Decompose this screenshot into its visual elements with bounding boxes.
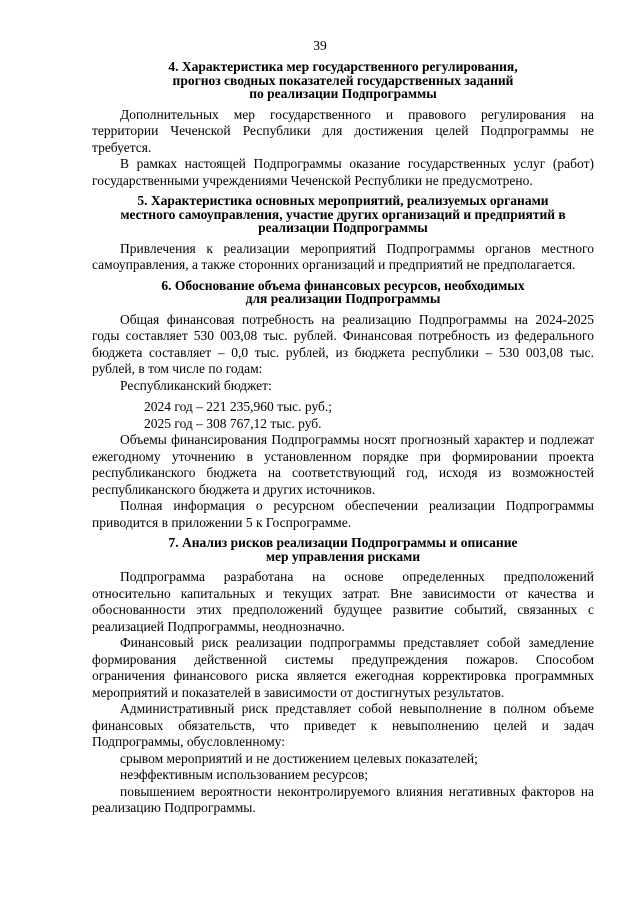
budget-2024: 2024 год – 221 235,960 тыс. руб.; [144,399,333,414]
heading-line: прогноз сводных показателей государственных заданий [172,72,514,88]
paragraph: Общая финансовая потребность на реализацию Подпрограммы на 2024-2025 годы составляет 530 003,08 тыс. рублей. Финансовая потребность из федерального бюджета составляет – 0,0 тыс. рублей, из бюджета республики – 530 003,08 тыс. рублей, в том числе по годам: [92,311,594,376]
section-4-heading [92,60,594,101]
paragraph: Привлечения к реализации мероприятий Подпрограммы органов местного самоуправления, а также сторонних организаций и предприятий не предполагается. [92,240,594,272]
heading-line: для реализации Подпрограммы [245,291,441,306]
section-7-heading [92,536,594,563]
paragraph: Финансовый риск реализации подпрограммы представляет собой замедление формирования действенной системы предупреждения пожаров. Способом ограничения финансового риска является ежегодная корректировка программных мероприятий и показателей в зависимости от достигнутых результатов. [92,635,594,700]
list-item: неэффективным использованием ресурсов; [120,767,369,782]
budget-label: Республиканский бюджет: [120,377,272,393]
section-6-heading [92,279,594,306]
heading-line: местного самоуправления, участие других организаций и предприятий в [120,206,566,222]
paragraph: Подпрограмма разработана на основе определенных предположений относительно капитальных и текущих затрат. Вне зависимости от качества и обоснованности этих предположений будущее развитие событий, связанных с реализацией Подпрограммы, неоднозначно. [92,569,594,634]
heading-line: 5. Характеристика основных мероприятий, реализуемых органами [137,193,549,208]
heading-line: 4. Характеристика мер государственного регулирования, [168,59,518,74]
heading-line: 6. Обоснование объема финансовых ресурсов, необходимых [161,277,525,293]
list-item: повышением вероятности неконтролируемого влияния негативных факторов на реализацию Подпрограммы. [92,783,594,815]
heading-line: 7. Анализ рисков реализации Подпрограммы и описание [168,535,518,550]
paragraph: Объемы финансирования Подпрограммы носят прогнозный характер и подлежат ежегодному уточнению в установленном порядке при формировании проекта республиканского бюджета на соответствующий год, исходя из возможностей республиканского бюджета и других источников. [92,432,594,497]
document-body [92,60,594,817]
heading-line: мер управления рисками [265,548,421,564]
heading-line: по реализации Подпрограммы [249,86,437,101]
paragraph: Административный риск представляет собой невыполнение в полном объеме финансовых обязательств, что приведет к невыполнению целей и задач Подпрограммы, обусловленному: [92,701,594,749]
heading-line: реализации Подпрограммы [258,220,428,235]
budget-2025: 2025 год – 308 767,12 тыс. руб. [144,415,322,431]
list-item: срывом мероприятий и не достижением целевых показателей; [120,750,478,766]
page-number: 39 [313,38,327,53]
paragraph: В рамках настоящей Подпрограммы оказание государственных услуг (работ) государственными учреждениями Чеченской Республики не предусмотрено. [92,156,594,188]
paragraph: Полная информация о ресурсном обеспечении реализации Подпрограммы приводится в приложении 5 к Госпрограмме. [92,498,594,530]
paragraph: Дополнительных мер государственного и правового регулирования на территории Чеченской Республики для достижения целей Подпрограммы не требуется. [92,106,594,155]
section-5-heading [92,194,594,235]
